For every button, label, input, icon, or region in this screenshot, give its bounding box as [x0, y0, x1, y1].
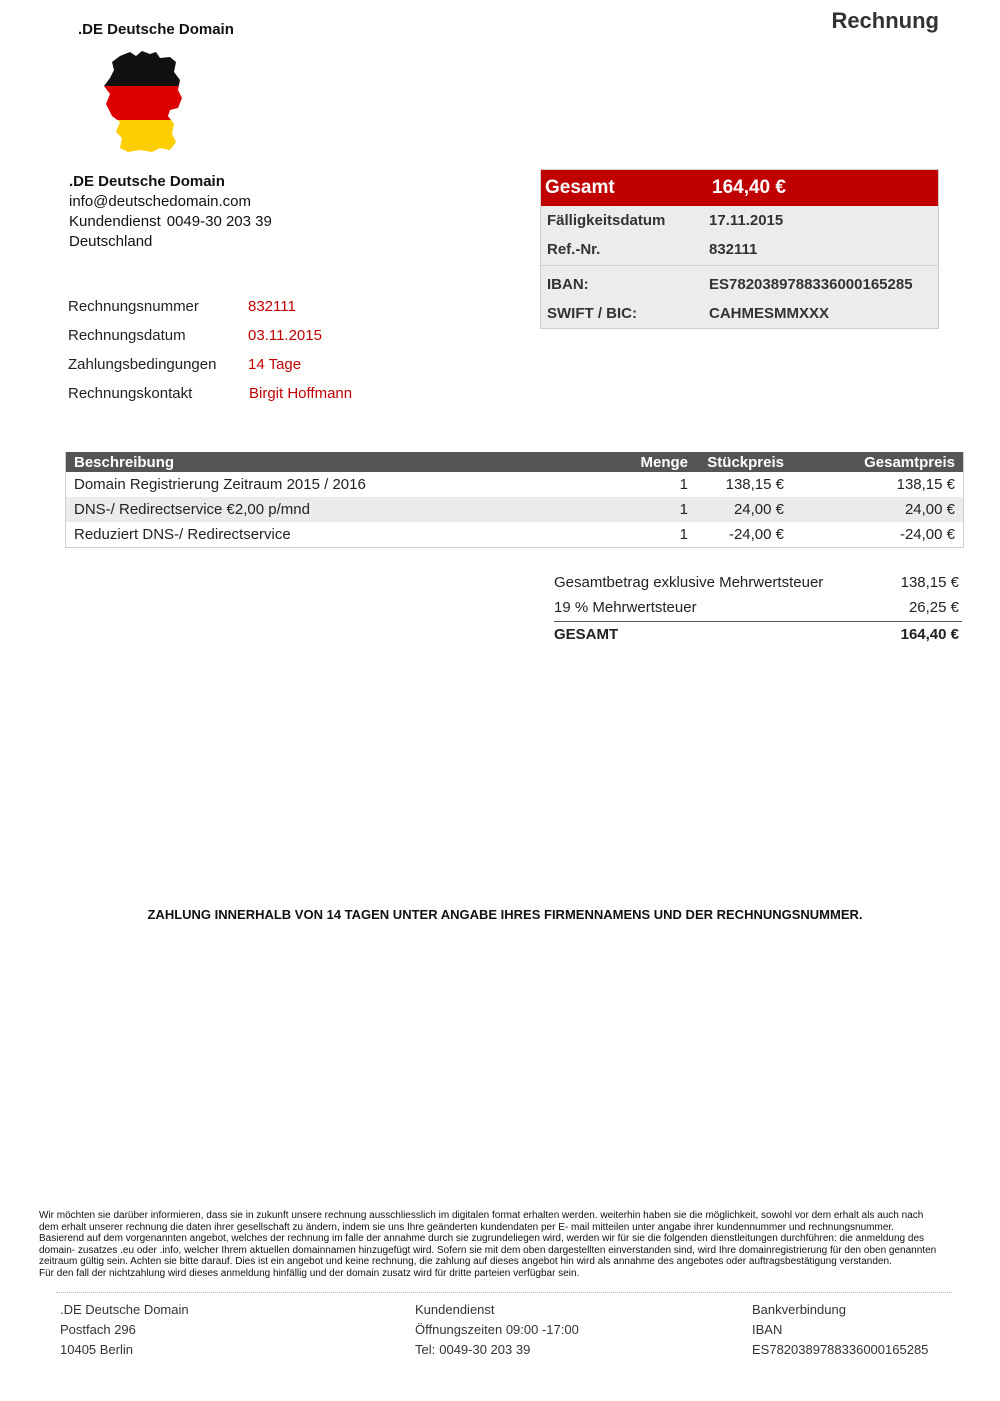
summary-iban-value: ES7820389788336000165285: [709, 276, 913, 293]
cell-description: DNS-/ Redirectservice €2,00 p/mnd: [66, 497, 610, 522]
meta-value: 14 Tage: [248, 356, 302, 373]
summary-swift-label: SWIFT / BIC:: [547, 305, 637, 322]
cell-unit-price: 24,00 €: [696, 497, 792, 522]
cell-description: Reduziert DNS-/ Redirectservice: [74, 526, 291, 543]
summary-swift-value: CAHMESMMXXX: [709, 305, 830, 322]
footer-service-title: Kundendienst: [415, 1302, 495, 1317]
germany-flag-map-logo: [100, 50, 190, 160]
fine-print-line: Für den fall der nichtzahlung wird dieses anmeldung hinfällig und der domain zusatz wird für dritte parteien verfügbar sein.: [39, 1267, 580, 1279]
cell-total-price: 138,15 €: [896, 476, 955, 493]
table-row: [66, 497, 963, 522]
summary-due-label: Fälligkeitsdatum: [547, 212, 666, 229]
footer-company: [60, 1300, 189, 1360]
payment-notice: ZAHLUNG INNERHALB VON 14 TAGEN UNTER ANGABE IHRES FIRMENNAMENS UND DER RECHNUNGSNUMMER.: [147, 907, 863, 922]
meta-label: Zahlungsbedingungen: [68, 356, 217, 373]
totals-vat-row: [554, 595, 962, 620]
totals-grand-label: GESAMT: [554, 626, 619, 643]
totals-vat-value: 26,25 €: [908, 599, 959, 616]
footer-service: [415, 1300, 579, 1360]
totals-net-label: Gesamtbetrag exklusive Mehrwertsteuer: [554, 574, 824, 591]
summary-ref-row: [541, 235, 938, 264]
totals-grand-value: 164,40 €: [900, 626, 959, 643]
meta-label: Rechnungsdatum: [68, 327, 186, 344]
meta-row-invoice-number: [68, 298, 352, 327]
sender-address: [69, 172, 272, 252]
footer-divider: [56, 1292, 952, 1293]
summary-due-row: [541, 206, 938, 235]
sender-support-line: [69, 212, 272, 232]
cell-description: Domain Registrierung Zeitraum 2015 / 2016: [74, 476, 366, 493]
footer-bank-iban: ES7820389788336000165285: [752, 1342, 929, 1357]
fine-print: [39, 1210, 969, 1280]
meta-label: Rechnungskontakt: [68, 385, 193, 402]
fine-print-line: dem erhalt unserer rechnung die daten ihrer gesellschaft zu ändern, indem sie uns Ihre geänderten kundendaten per E- mail mitteilen unter angabe ihrer kundennummer und rechnungsnummer.: [39, 1221, 894, 1233]
line-items-table: [65, 452, 964, 548]
footer-bank: [752, 1300, 928, 1360]
summary-iban-label: IBAN:: [547, 276, 589, 293]
payment-summary-box: [540, 169, 939, 329]
meta-row-payment-terms: [68, 356, 352, 385]
footer-service-hours: Öffnungszeiten 09:00 -17:00: [415, 1322, 579, 1337]
summary-due-value: 17.11.2015: [709, 212, 784, 229]
summary-swift-row: [541, 299, 938, 328]
totals-grand-row: [554, 621, 962, 647]
column-header-quantity: Menge: [610, 452, 696, 472]
table-row: [66, 472, 963, 497]
table-row: [66, 522, 963, 547]
totals-block: [554, 570, 962, 647]
cell-quantity: 1: [610, 497, 696, 522]
totals-net-value: 138,15 €: [900, 574, 959, 591]
footer-service-tel: [415, 1340, 579, 1360]
meta-value: 832111: [248, 298, 296, 315]
column-header-description: Beschreibung: [66, 452, 610, 472]
footer-company-name: .DE Deutsche Domain: [60, 1302, 189, 1317]
sender-support-phone: 0049-30 203 39: [166, 213, 272, 230]
summary-total-bar: [541, 170, 938, 206]
meta-row-invoice-date: [68, 327, 352, 356]
totals-net-row: [554, 570, 962, 595]
footer-company-address1: Postfach 296: [60, 1322, 136, 1337]
footer-tel-number: 0049-30 203 39: [439, 1342, 531, 1357]
summary-total-label: Gesamt: [545, 177, 615, 198]
fine-print-line: Wir möchten sie darüber informieren, dass sie in zukunft unsere rechnung ausschliesslich im digitalen format erhalten werden. weiterhin haben sie die möglichkeit, sowohl vor dem erhalt als auch nach: [39, 1210, 924, 1221]
footer-bank-iban-label: IBAN: [752, 1322, 783, 1337]
column-header-unit-price: Stückpreis: [696, 452, 792, 472]
summary-divider: [541, 265, 938, 266]
footer-company-address2: 10405 Berlin: [60, 1342, 133, 1357]
summary-ref-value: 832111: [709, 241, 758, 258]
summary-ref-label: Ref.-Nr.: [547, 241, 601, 258]
meta-value: Birgit Hoffmann: [249, 385, 353, 402]
fine-print-line: domain- zusatzes .eu oder .info, welcher Ihrem aktuellen domainnamen hinzugefügt wird. Sofern sie mit dem oben dargestellten einverstanden sind, wird Ihre domainregistrierung für den oben genannten: [39, 1244, 937, 1256]
cell-unit-price: -24,00 €: [728, 526, 784, 543]
sender-country: Deutschland: [69, 233, 153, 250]
cell-unit-price: 138,15 €: [725, 476, 784, 493]
cell-quantity: 1: [679, 476, 688, 493]
table-header-row: [66, 452, 963, 472]
sender-support-label: Kundendienst: [69, 213, 161, 230]
sender-name: .DE Deutsche Domain: [69, 173, 225, 190]
summary-total-value: 164,40 €: [712, 177, 786, 198]
cell-quantity: 1: [679, 526, 688, 543]
sender-email: info@deutschedomain.com: [69, 193, 251, 210]
cell-total-price: -24,00 €: [899, 526, 955, 543]
fine-print-line: Basierend auf dem vorgenannten angebot, welches der rechnung im falle der annahme durch sie zugrundeliegen wird, werden wir für sie die folgenden dienstleitungen durchführen: die anmeldung des: [39, 1233, 925, 1245]
fine-print-line: zeitraum gültig sein. Achten sie bitte darauf. Dies ist ein angebot und keine rechnung, die zahlung auf dieses angebot hin wird als annahme des angebotes oder auftragsbestätigung verstanden.: [39, 1256, 892, 1268]
totals-vat-label: 19 % Mehrwertsteuer: [554, 599, 697, 616]
brand-name: .DE Deutsche Domain: [78, 21, 234, 38]
cell-total-price: 24,00 €: [792, 497, 963, 522]
summary-iban-row: [541, 270, 938, 299]
column-header-total-price: Gesamtpreis: [792, 452, 963, 472]
footer-bank-title: Bankverbindung: [752, 1302, 846, 1317]
footer-tel-label: Tel:: [415, 1342, 436, 1357]
meta-value: 03.11.2015: [248, 327, 322, 344]
invoice-meta: [68, 298, 352, 414]
meta-row-contact: [68, 385, 352, 414]
document-title: Rechnung: [831, 8, 939, 33]
meta-label: Rechnungsnummer: [68, 298, 199, 315]
